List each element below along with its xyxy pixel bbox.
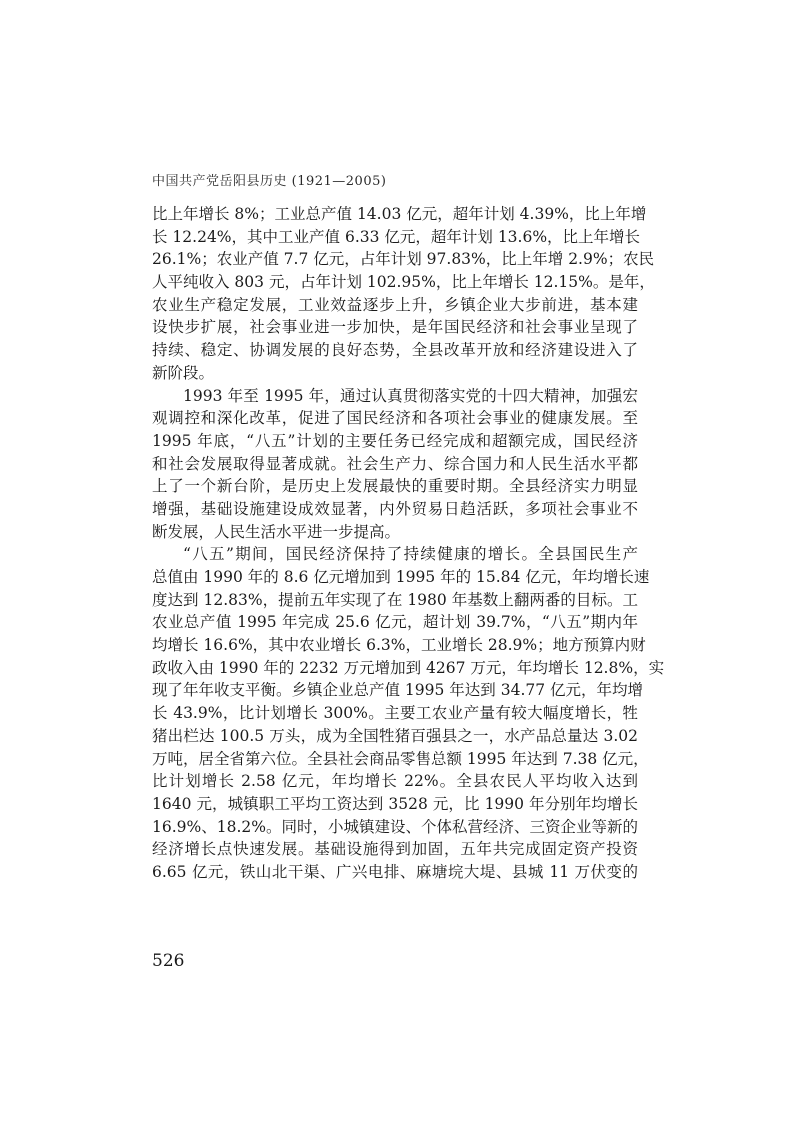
text-line: 上了一个新台阶，是历史上发展最快的重要时期。全县经济实力明显: [152, 477, 638, 496]
text-line: 1993 年至 1995 年，通过认真贯彻落实党的十四大精神，加强宏: [183, 386, 638, 405]
text-line: 经济增长点快速发展。基础设施得到加固，五年共完成固定资产投资: [152, 840, 638, 859]
text-line: 观调控和深化改革，促进了国民经济和各项社会事业的健康发展。至: [152, 409, 638, 428]
text-line: 度达到 12.83%，提前五年实现了在 1980 年基数上翻两番的目标。工: [152, 590, 638, 609]
text-line: 政收入由 1990 年的 2232 万元增加到 4267 万元，年均增长 12.8%，实: [152, 658, 665, 677]
running-header: 中国共产党岳阳县历史 (1921—2005): [152, 174, 387, 189]
page-number: 526: [152, 951, 185, 971]
text-line: 1640 元，城镇职工平均工资达到 3528 元，比 1990 年分别年均增长: [152, 794, 638, 813]
text-line: 总值由 1990 年的 8.6 亿元增加到 1995 年的 15.84 亿元，年均增长速: [152, 568, 650, 586]
text-line: 现了年年收支平衡。乡镇企业总产值 1995 年达到 34.77 亿元，年均增: [152, 681, 644, 700]
text-line: 农业总产值 1995 年完成 25.6 亿元，超计划 39.7%，“八五”期内年: [152, 613, 638, 632]
text-line: 16.9%、18.2%。同时，小城镇建设、个体私营经济、三资企业等新的: [152, 817, 638, 836]
text-line: 持续、稳定、协调发展的良好态势，全县改革开放和经济建设进入了: [152, 341, 638, 360]
text-line: 增强，基础设施建设成效显著，内外贸易日趋活跃，多项社会事业不: [152, 499, 638, 518]
text-line: 比计划增长 2.58 亿元，年均增长 22%。全县农民人平均收入达到: [152, 772, 638, 791]
text-line: 农业生产稳定发展，工业效益逐步上升，乡镇企业大步前进，基本建: [152, 295, 638, 314]
text-line: 人平纯收入 803 元，占年计划 102.95%，比上年增长 12.15%。是年，: [152, 273, 655, 292]
body-text: [152, 203, 665, 884]
text-line: 长 12.24%，其中工业产值 6.33 亿元，超年计划 13.6%，比上年增长: [152, 227, 641, 246]
text-line: 和社会发展取得显著成就。社会生产力、综合国力和人民生活水平都: [152, 454, 638, 473]
text-line: 断发展，人民生活水平进一步提高。: [152, 522, 401, 541]
text-line: “八五”期间，国民经济保持了持续健康的增长。全县国民生产: [183, 545, 638, 564]
text-line: 6.65 亿元，铁山北干渠、广兴电排、麻塘垸大堤、县城 11 万伏变的: [152, 862, 638, 881]
text-line: 万吨，居全省第六位。全县社会商品零售总额 1995 年达到 7.38 亿元，: [152, 749, 649, 768]
text-line: 比上年增长 8%；工业总产值 14.03 亿元，超年计划 4.39%，比上年增: [152, 205, 647, 223]
text-line: 26.1%；农业产值 7.7 亿元，占年计划 97.83%，比上年增 2.9%；农民: [152, 250, 655, 269]
text-line: 均增长 16.6%，其中农业增长 6.3%，工业增长 28.9%；地方预算内财: [152, 636, 646, 655]
text-line: 设快步扩展，社会事业进一步加快，是年国民经济和社会事业呈现了: [152, 318, 638, 337]
text-line: 猪出栏达 100.5 万头，成为全国牲猪百强县之一，水产品总量达 3.02: [152, 726, 638, 745]
text-line: 新阶段。: [152, 363, 215, 382]
text-line: 1995 年底，“八五”计划的主要任务已经完成和超额完成，国民经济: [152, 431, 638, 450]
text-line: 长 43.9%，比计划增长 300%。主要工农业产量有较大幅度增长，牲: [152, 704, 638, 723]
